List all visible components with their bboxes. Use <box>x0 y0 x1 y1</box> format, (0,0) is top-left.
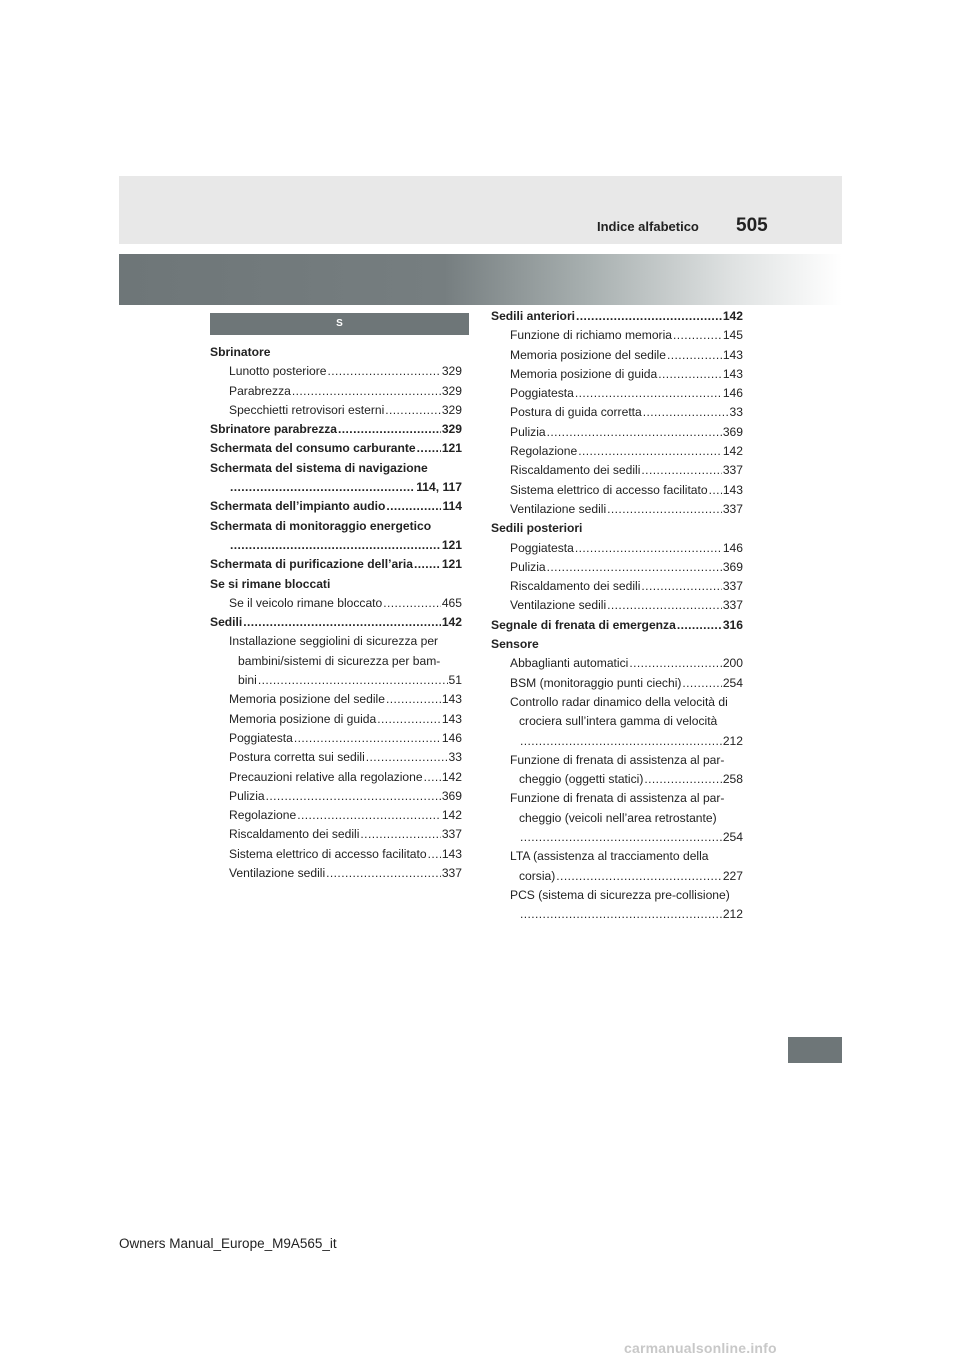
dot-leader <box>428 845 441 864</box>
index-entry <box>491 674 743 693</box>
index-entry <box>210 671 462 690</box>
dot-leader <box>258 671 448 690</box>
dot-leader <box>629 654 721 673</box>
index-entry-page: 329 <box>441 364 462 379</box>
dot-leader <box>658 365 722 384</box>
index-entry <box>491 789 743 808</box>
index-entry-text: Ventilazione sedili <box>229 866 326 881</box>
index-entry <box>210 575 462 594</box>
dot-leader <box>607 596 722 615</box>
page-number: 505 <box>736 215 768 236</box>
index-entry-text: Poggiatesta <box>510 386 574 401</box>
dot-leader <box>520 905 722 924</box>
index-entry <box>491 654 743 673</box>
index-entry <box>491 365 743 384</box>
index-entry <box>210 594 462 613</box>
index-entry <box>491 539 743 558</box>
index-entry-page: 121 <box>441 537 462 552</box>
index-entry-text: Specchietti retrovisori esterni <box>229 402 385 417</box>
index-entry <box>210 845 462 864</box>
dot-leader <box>575 539 722 558</box>
index-entry <box>491 712 743 731</box>
index-entry <box>210 478 462 497</box>
index-entry-text: Postura di guida corretta <box>510 405 642 420</box>
index-entry <box>491 732 743 751</box>
index-entry-page: 316 <box>722 617 743 632</box>
index-entry <box>210 710 462 729</box>
index-entry <box>210 497 462 516</box>
dot-leader <box>575 384 722 403</box>
dot-leader <box>377 710 441 729</box>
index-entry-page: 337 <box>722 579 743 594</box>
index-entry-page: 329 <box>441 422 462 437</box>
index-entry-page: 121 <box>441 441 462 456</box>
index-entry <box>210 420 462 439</box>
index-entry <box>491 326 743 345</box>
index-entry-text: Memoria posizione di guida <box>510 366 658 381</box>
index-entry-page: 254 <box>722 830 743 845</box>
index-entry <box>491 384 743 403</box>
index-entry <box>491 886 743 905</box>
index-entry <box>491 635 743 654</box>
index-entry-text: Pulizia <box>229 788 265 803</box>
index-entry-text: bambini/sistemi di sicurezza per bam- <box>238 653 441 668</box>
index-column-left <box>210 343 462 883</box>
dot-leader <box>230 536 441 555</box>
index-entry-page: 51 <box>448 673 462 688</box>
index-entry <box>210 382 462 401</box>
dot-leader <box>673 326 722 345</box>
index-entry-text: Parabrezza <box>229 383 291 398</box>
index-entry <box>491 770 743 789</box>
dot-leader <box>576 307 722 326</box>
index-entry-page: 146 <box>722 386 743 401</box>
index-entry <box>210 401 462 420</box>
index-entry-page: 143 <box>722 366 743 381</box>
index-entry-page: 329 <box>441 383 462 398</box>
index-entry-text: Schermata del sistema di navigazione <box>210 460 428 475</box>
index-entry <box>491 596 743 615</box>
index-entry-page: 143 <box>441 711 462 726</box>
index-entry-text: Schermata del consumo carburante <box>210 441 416 456</box>
index-entry-text: Installazione seggiolini di sicurezza per <box>229 634 439 649</box>
index-entry-text: LTA (assistenza al tracciamento della <box>510 849 709 864</box>
index-entry-page: 145 <box>722 328 743 343</box>
index-entry-text: crociera sull’intera gamma di velocità <box>519 714 718 729</box>
index-entry <box>491 423 743 442</box>
index-entry <box>491 442 743 461</box>
index-entry-page: 142 <box>722 444 743 459</box>
dot-leader <box>667 346 722 365</box>
dot-leader <box>338 420 441 439</box>
dot-leader <box>520 828 722 847</box>
dot-leader <box>641 461 721 480</box>
index-entry-text: Memoria posizione di guida <box>229 711 377 726</box>
index-entry-text: Pulizia <box>510 424 546 439</box>
index-entry <box>210 459 462 478</box>
index-entry-text: Schermata dell’impianto audio <box>210 499 386 514</box>
dot-leader <box>360 825 440 844</box>
thumb-index-tab <box>788 1037 842 1063</box>
index-entry-text: Lunotto posteriore <box>229 364 327 379</box>
index-entry-text: Sistema elettrico di accesso facilitato <box>229 846 427 861</box>
dot-leader <box>547 558 722 577</box>
dot-leader <box>644 770 721 789</box>
index-entry-page: 33 <box>729 405 743 420</box>
index-entry-page: 369 <box>722 559 743 574</box>
dot-leader <box>297 806 441 825</box>
index-entry <box>210 748 462 767</box>
index-entry <box>491 616 743 635</box>
index-entry-text: Controllo radar dinamico della velocità di <box>510 694 728 709</box>
index-entry-page: 200 <box>722 656 743 671</box>
dot-leader <box>386 497 441 516</box>
dot-leader <box>414 555 441 574</box>
index-entry-page: 146 <box>722 540 743 555</box>
index-entry <box>491 481 743 500</box>
dot-leader <box>682 674 721 693</box>
index-entry-text: Memoria posizione del sedile <box>510 347 666 362</box>
index-entry-text: Riscaldamento dei sedili <box>229 827 360 842</box>
index-entry-page: 143 <box>441 846 462 861</box>
index-entry-page: 146 <box>441 730 462 745</box>
index-entry <box>491 558 743 577</box>
index-entry-text: Segnale di frenata di emergenza <box>491 617 676 632</box>
index-entry-text: Abbaglianti automatici <box>510 656 629 671</box>
index-entry <box>210 729 462 748</box>
index-entry-text: Postura corretta sui sedili <box>229 750 365 765</box>
index-entry-page: 337 <box>722 501 743 516</box>
index-entry-text: Sedili anteriori <box>491 309 576 323</box>
index-entry-page: 121 <box>441 557 462 572</box>
index-entry <box>491 461 743 480</box>
index-entry-text: Ventilazione sedili <box>510 598 607 613</box>
index-entry-page: 33 <box>448 750 462 765</box>
index-entry <box>491 867 743 886</box>
index-entry-text: Poggiatesta <box>229 730 293 745</box>
index-entry-text: Riscaldamento dei sedili <box>510 579 641 594</box>
index-entry-page: 337 <box>722 463 743 478</box>
index-entry <box>210 613 462 632</box>
dot-leader <box>266 787 441 806</box>
index-entry <box>210 864 462 883</box>
index-entry-text: cheggio (oggetti statici) <box>519 772 644 787</box>
index-entry-page: 142 <box>441 769 462 784</box>
dot-leader <box>292 382 441 401</box>
index-entry <box>491 828 743 847</box>
index-entry-text: Memoria posizione del sedile <box>229 692 385 707</box>
index-entry-text: Pulizia <box>510 559 546 574</box>
dot-leader <box>326 864 441 883</box>
decorative-gradient-band <box>119 254 842 305</box>
index-entry <box>491 751 743 770</box>
index-entry-page: 212 <box>722 907 743 922</box>
index-column-right <box>491 307 743 925</box>
index-entry <box>210 343 462 362</box>
index-entry <box>210 787 462 806</box>
index-entry-text: Sedili <box>210 615 243 630</box>
index-entry-page: 227 <box>722 868 743 883</box>
index-entry-page: 142 <box>441 615 462 630</box>
index-entry-text: Funzione di frenata di assistenza al par- <box>510 752 725 767</box>
dot-leader <box>520 732 722 751</box>
index-entry <box>491 577 743 596</box>
dot-leader <box>607 500 722 519</box>
index-entry-page: 142 <box>722 309 743 323</box>
index-entry-page: 337 <box>722 598 743 613</box>
index-entry-page: 143 <box>441 692 462 707</box>
index-entry-text: PCS (sistema di sicurezza pre-collisione) <box>510 887 730 902</box>
index-entry-page: 143 <box>722 482 743 497</box>
index-entry-page: 254 <box>722 675 743 690</box>
index-entry-page: 114, 117 <box>416 480 462 495</box>
index-entry <box>491 847 743 866</box>
footer-document-id: Owners Manual_Europe_M9A565_it <box>119 1236 337 1251</box>
index-entry-text: Poggiatesta <box>510 540 574 555</box>
index-entry-page: 212 <box>722 733 743 748</box>
index-entry <box>210 555 462 574</box>
index-entry <box>491 500 743 519</box>
dot-leader <box>230 478 415 497</box>
index-entry <box>491 346 743 365</box>
index-entry <box>210 362 462 381</box>
index-entry-text: Sbrinatore parabrezza <box>210 422 338 437</box>
index-entry-text: Precauzioni relative alla regolazione <box>229 769 423 784</box>
dot-leader <box>328 362 441 381</box>
index-entry-page: 337 <box>441 866 462 881</box>
index-entry-page: 337 <box>441 827 462 842</box>
index-entry-page: 143 <box>722 347 743 362</box>
index-entry <box>210 517 462 536</box>
dot-leader <box>417 439 441 458</box>
dot-leader <box>424 768 441 787</box>
dot-leader <box>641 577 721 596</box>
index-entry <box>210 806 462 825</box>
index-entry-page: 329 <box>441 402 462 417</box>
dot-leader <box>547 423 722 442</box>
index-entry-text: bini <box>238 673 257 688</box>
dot-leader <box>386 690 441 709</box>
dot-leader <box>556 867 722 886</box>
index-entry-page: 369 <box>722 424 743 439</box>
index-entry-text: Sedili posteriori <box>491 521 583 536</box>
index-entry <box>491 403 743 422</box>
section-title: Indice alfabetico <box>597 219 699 234</box>
index-entry-text: Funzione di richiamo memoria <box>510 328 672 343</box>
watermark: carmanualsonline.info <box>624 1340 777 1356</box>
index-entry-page: 114 <box>442 499 462 514</box>
index-entry <box>210 825 462 844</box>
index-entry-page: 465 <box>441 595 462 610</box>
index-entry-text: Sbrinatore <box>210 345 271 359</box>
dot-leader <box>709 481 722 500</box>
index-entry-text: Sistema elettrico di accesso facilitato <box>510 482 708 497</box>
dot-leader <box>294 729 441 748</box>
dot-leader <box>383 594 441 613</box>
index-entry-text: Schermata di monitoraggio energetico <box>210 518 432 533</box>
index-entry-text: Ventilazione sedili <box>510 501 607 516</box>
index-entry <box>491 519 743 538</box>
index-entry <box>491 905 743 924</box>
dot-leader <box>385 401 441 420</box>
index-entry <box>491 809 743 828</box>
header-band <box>119 176 842 244</box>
index-entry-text: Regolazione <box>229 808 297 823</box>
dot-leader <box>366 748 448 767</box>
index-entry-text: Schermata di purificazione dell’aria <box>210 557 413 572</box>
index-entry <box>210 652 462 671</box>
index-entry-text: cheggio (veicoli nell’area retrostante) <box>519 810 717 825</box>
index-entry-text: Sensore <box>491 637 539 652</box>
dot-leader <box>243 613 441 632</box>
index-entry-page: 369 <box>441 788 462 803</box>
index-entry <box>210 536 462 555</box>
index-entry <box>210 768 462 787</box>
index-entry <box>491 307 743 326</box>
index-entry-page: 258 <box>722 772 743 787</box>
index-entry-text: Riscaldamento dei sedili <box>510 463 641 478</box>
index-entry-page: 142 <box>441 808 462 823</box>
index-entry-text: Se il veicolo rimane bloccato <box>229 595 383 610</box>
index-entry-text: Funzione di frenata di assistenza al par- <box>510 791 725 806</box>
dot-leader <box>643 403 729 422</box>
index-entry <box>210 439 462 458</box>
index-letter-heading: S <box>210 313 469 335</box>
index-entry <box>210 632 462 651</box>
index-entry-text: Se si rimane bloccati <box>210 576 331 591</box>
index-entry-text: Regolazione <box>510 444 578 459</box>
dot-leader <box>677 616 722 635</box>
dot-leader <box>578 442 722 461</box>
index-entry <box>491 693 743 712</box>
index-entry <box>210 690 462 709</box>
index-entry-text: corsia) <box>519 868 556 883</box>
index-entry-text: BSM (monitoraggio punti ciechi) <box>510 675 682 690</box>
